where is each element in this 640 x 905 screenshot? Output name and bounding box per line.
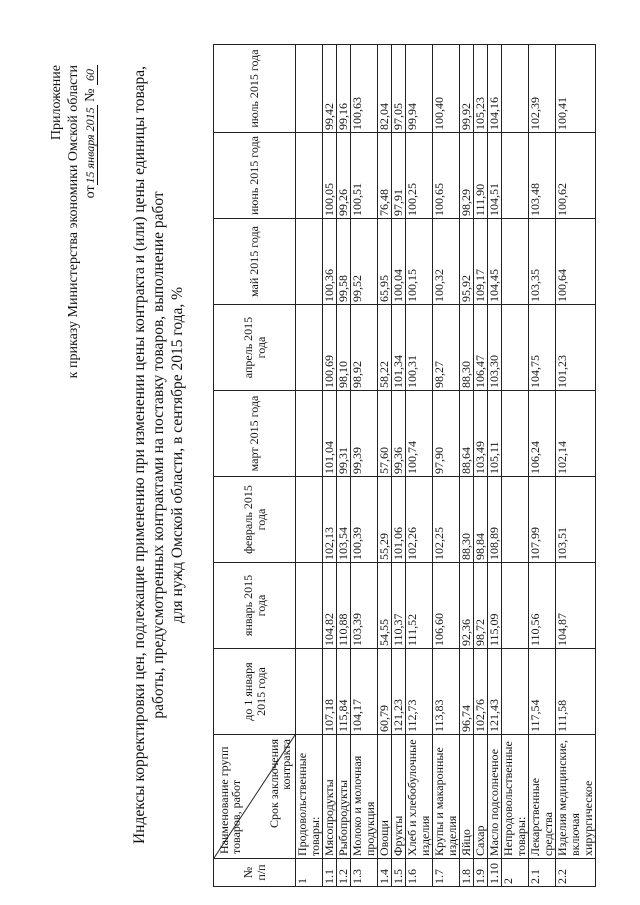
index-value: 102,13 bbox=[323, 477, 337, 563]
table-row bbox=[296, 45, 323, 887]
index-value: 99,26 bbox=[337, 133, 351, 219]
index-value: 100,51 bbox=[351, 133, 378, 219]
index-value: 100,15 bbox=[406, 219, 433, 305]
table-row bbox=[392, 45, 406, 887]
index-value: 115,09 bbox=[488, 563, 502, 649]
index-value: 101,34 bbox=[392, 305, 406, 391]
order-date: 15 января 2015 bbox=[83, 107, 97, 184]
appendix-header bbox=[48, 65, 99, 385]
index-value: 54,55 bbox=[378, 563, 392, 649]
index-value: 76,48 bbox=[378, 133, 392, 219]
date-prefix: от bbox=[83, 185, 98, 199]
index-value: 103,39 bbox=[351, 563, 378, 649]
index-value: 97,90 bbox=[433, 391, 460, 477]
index-value: 88,30 bbox=[460, 305, 474, 391]
index-value: 99,16 bbox=[337, 45, 351, 133]
table-row bbox=[556, 45, 596, 887]
row-name: Хлеб и хлебобулочные изделия bbox=[406, 735, 433, 859]
index-value: 113,83 bbox=[433, 649, 460, 735]
index-value bbox=[502, 45, 529, 133]
index-value: 110,88 bbox=[337, 563, 351, 649]
index-value: 100,32 bbox=[433, 219, 460, 305]
index-value: 117,54 bbox=[529, 649, 556, 735]
row-number: 1.1 bbox=[323, 859, 337, 887]
index-value: 115,84 bbox=[337, 649, 351, 735]
row-number: 1.4 bbox=[378, 859, 392, 887]
index-value: 121,43 bbox=[488, 649, 502, 735]
row-name: Масло подсолнечное bbox=[488, 735, 502, 859]
title-line-2: работы, предусмотренных контрактами на поставку товаров, выполнение работ bbox=[150, 191, 167, 719]
row-number: 2.1 bbox=[529, 859, 556, 887]
index-value bbox=[502, 563, 529, 649]
index-value: 107,99 bbox=[529, 477, 556, 563]
index-value: 99,39 bbox=[351, 391, 378, 477]
index-value: 99,36 bbox=[392, 391, 406, 477]
header-period: июнь 2015 года bbox=[214, 133, 296, 219]
index-value: 100,63 bbox=[351, 45, 378, 133]
header-period: апрель 2015 года bbox=[214, 305, 296, 391]
index-value bbox=[502, 391, 529, 477]
order-number: 60 bbox=[83, 65, 98, 85]
index-value: 108,89 bbox=[488, 477, 502, 563]
index-value: 109,17 bbox=[474, 219, 488, 305]
index-value: 102,26 bbox=[406, 477, 433, 563]
index-value: 100,25 bbox=[406, 133, 433, 219]
index-value bbox=[296, 649, 323, 735]
index-value: 98,72 bbox=[474, 563, 488, 649]
row-name: Мясопродукты bbox=[323, 735, 337, 859]
price-index-table bbox=[213, 44, 596, 887]
table-row bbox=[460, 45, 474, 887]
index-value: 100,39 bbox=[351, 477, 378, 563]
index-value: 110,56 bbox=[529, 563, 556, 649]
row-name: Рыбопродукты bbox=[337, 735, 351, 859]
row-number: 2.2 bbox=[556, 859, 596, 887]
index-value bbox=[296, 391, 323, 477]
index-value bbox=[296, 45, 323, 133]
index-value: 57,60 bbox=[378, 391, 392, 477]
index-value: 99,42 bbox=[323, 45, 337, 133]
index-value: 111,52 bbox=[406, 563, 433, 649]
index-value bbox=[296, 133, 323, 219]
table-row bbox=[474, 45, 488, 887]
index-value: 102,39 bbox=[529, 45, 556, 133]
row-name: Продовольственные товары: bbox=[296, 735, 323, 859]
index-value: 102,25 bbox=[433, 477, 460, 563]
table-row bbox=[323, 45, 337, 887]
row-number: 1.10 bbox=[488, 859, 502, 887]
header-period: июль 2015 года bbox=[214, 45, 296, 133]
index-value: 106,60 bbox=[433, 563, 460, 649]
index-value bbox=[296, 219, 323, 305]
index-value: 100,40 bbox=[433, 45, 460, 133]
index-value: 100,62 bbox=[556, 133, 596, 219]
index-value: 105,11 bbox=[488, 391, 502, 477]
header-period: февраль 2015 года bbox=[214, 477, 296, 563]
index-value: 103,35 bbox=[529, 219, 556, 305]
index-value: 58,22 bbox=[378, 305, 392, 391]
index-value: 103,54 bbox=[337, 477, 351, 563]
row-number: 1.7 bbox=[433, 859, 460, 887]
header-name-diagonal bbox=[214, 735, 296, 859]
index-value: 99,92 bbox=[460, 45, 474, 133]
index-value: 97,91 bbox=[392, 133, 406, 219]
index-value: 104,51 bbox=[488, 133, 502, 219]
index-value: 100,36 bbox=[323, 219, 337, 305]
index-value: 102,76 bbox=[474, 649, 488, 735]
row-number: 1.8 bbox=[460, 859, 474, 887]
index-value: 55,29 bbox=[378, 477, 392, 563]
header-name-bottom: Срок заключения контракта bbox=[267, 739, 293, 828]
row-number: 1.9 bbox=[474, 859, 488, 887]
index-value: 65,95 bbox=[378, 219, 392, 305]
index-value: 88,64 bbox=[460, 391, 474, 477]
row-name: Овощи bbox=[378, 735, 392, 859]
index-value: 95,92 bbox=[460, 219, 474, 305]
header-period: март 2015 года bbox=[214, 391, 296, 477]
index-value: 104,45 bbox=[488, 219, 502, 305]
index-value: 104,17 bbox=[351, 649, 378, 735]
index-value: 82,04 bbox=[378, 45, 392, 133]
order-reference: к приказу Министерства экономики Омской области bbox=[66, 65, 81, 379]
index-value: 60,79 bbox=[378, 649, 392, 735]
header-period: до 1 января 2015 года bbox=[214, 649, 296, 735]
index-value: 106,47 bbox=[474, 305, 488, 391]
index-value: 101,04 bbox=[323, 391, 337, 477]
index-value: 97,05 bbox=[392, 45, 406, 133]
index-value bbox=[296, 563, 323, 649]
index-value: 100,74 bbox=[406, 391, 433, 477]
index-value: 100,31 bbox=[406, 305, 433, 391]
index-value: 103,51 bbox=[556, 477, 596, 563]
index-value: 104,87 bbox=[556, 563, 596, 649]
row-name: Яйцо bbox=[460, 735, 474, 859]
index-value bbox=[296, 305, 323, 391]
table-row bbox=[529, 45, 556, 887]
index-value: 98,92 bbox=[351, 305, 378, 391]
index-value: 121,23 bbox=[392, 649, 406, 735]
index-value: 104,82 bbox=[323, 563, 337, 649]
index-value bbox=[502, 133, 529, 219]
index-value: 107,18 bbox=[323, 649, 337, 735]
appendix-label: Приложение bbox=[49, 65, 64, 141]
index-value: 100,69 bbox=[323, 305, 337, 391]
index-value: 100,65 bbox=[433, 133, 460, 219]
index-value: 104,75 bbox=[529, 305, 556, 391]
index-value: 98,27 bbox=[433, 305, 460, 391]
index-value bbox=[502, 305, 529, 391]
index-value bbox=[502, 649, 529, 735]
index-value: 102,14 bbox=[556, 391, 596, 477]
index-value: 110,37 bbox=[392, 563, 406, 649]
row-number: 1.3 bbox=[351, 859, 378, 887]
row-number: 1.5 bbox=[392, 859, 406, 887]
index-value: 92,36 bbox=[460, 563, 474, 649]
index-value: 111,58 bbox=[556, 649, 596, 735]
row-number: 1.6 bbox=[406, 859, 433, 887]
index-value: 99,31 bbox=[337, 391, 351, 477]
header-no: № п/п bbox=[214, 859, 296, 887]
row-name: Молоко и молочная продукция bbox=[351, 735, 378, 859]
index-value: 99,52 bbox=[351, 219, 378, 305]
row-number: 1.2 bbox=[337, 859, 351, 887]
row-name: Изделия медицинские, включая хирургическое bbox=[556, 735, 596, 859]
table-row bbox=[433, 45, 460, 887]
table-row bbox=[351, 45, 378, 887]
index-value bbox=[502, 219, 529, 305]
row-number: 2 bbox=[502, 859, 529, 887]
row-name: Фрукты bbox=[392, 735, 406, 859]
header-name-top: Наименование групп товаров, работ bbox=[217, 746, 243, 854]
index-value: 100,64 bbox=[556, 219, 596, 305]
index-value: 99,94 bbox=[406, 45, 433, 133]
index-value: 98,84 bbox=[474, 477, 488, 563]
row-number: 1 bbox=[296, 859, 323, 887]
title-line-3: для нужд Омской области, в сентябре 2015 года, % bbox=[169, 286, 186, 624]
row-name: Сахар bbox=[474, 735, 488, 859]
index-value: 101,06 bbox=[392, 477, 406, 563]
table-row bbox=[406, 45, 433, 887]
table-row bbox=[337, 45, 351, 887]
title-line-1: Индексы корректировки цен, подлежащие применению при изменении цены контракта и (или) цены единицы товара, bbox=[131, 66, 148, 845]
index-value: 100,04 bbox=[392, 219, 406, 305]
index-value: 98,29 bbox=[460, 133, 474, 219]
header-period: май 2015 года bbox=[214, 219, 296, 305]
index-value bbox=[502, 477, 529, 563]
number-prefix: № bbox=[83, 88, 98, 102]
index-value: 100,05 bbox=[323, 133, 337, 219]
index-value: 105,23 bbox=[474, 45, 488, 133]
index-value: 103,49 bbox=[474, 391, 488, 477]
order-date-line bbox=[82, 65, 99, 385]
row-name: Лекарственные средства bbox=[529, 735, 556, 859]
table-row bbox=[378, 45, 392, 887]
index-value: 111,90 bbox=[474, 133, 488, 219]
table-header-row bbox=[214, 45, 296, 887]
index-value: 103,48 bbox=[529, 133, 556, 219]
index-value: 98,10 bbox=[337, 305, 351, 391]
index-value bbox=[296, 477, 323, 563]
header-period: январь 2015 года bbox=[214, 563, 296, 649]
row-name: Непродовольственные товары: bbox=[502, 735, 529, 859]
index-value: 96,74 bbox=[460, 649, 474, 735]
index-value: 103,30 bbox=[488, 305, 502, 391]
table-body bbox=[296, 45, 596, 887]
index-value: 101,23 bbox=[556, 305, 596, 391]
table-row bbox=[488, 45, 502, 887]
index-value: 112,73 bbox=[406, 649, 433, 735]
index-value: 99,58 bbox=[337, 219, 351, 305]
table-row bbox=[502, 45, 529, 887]
index-value: 88,30 bbox=[460, 477, 474, 563]
document-title bbox=[130, 45, 187, 865]
index-value: 100,41 bbox=[556, 45, 596, 133]
index-value: 104,16 bbox=[488, 45, 502, 133]
row-name: Крупы и макаронные изделия bbox=[433, 735, 460, 859]
index-value: 106,24 bbox=[529, 391, 556, 477]
